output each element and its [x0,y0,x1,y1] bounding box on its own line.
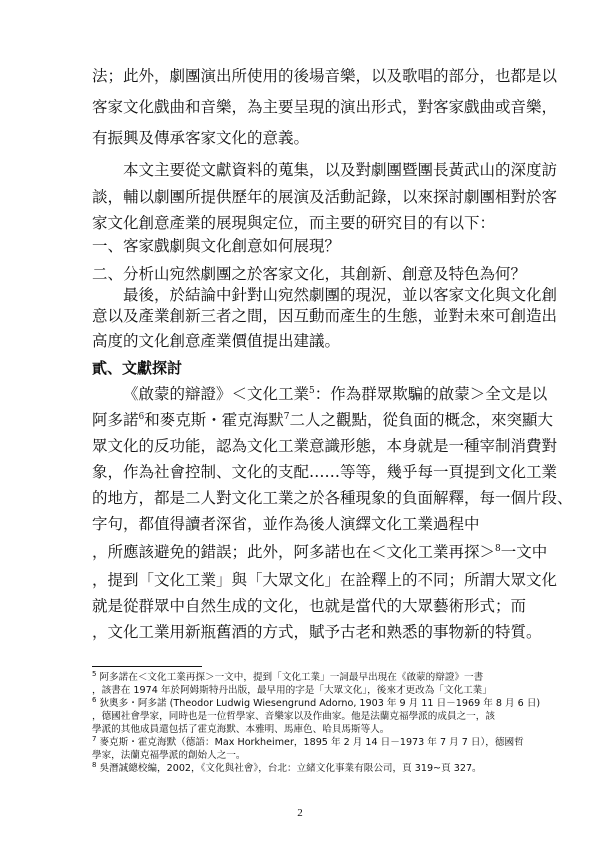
page-number: 2 [297,807,303,819]
body-line: ，文化工業用新瓶舊酒的方式，賦予古老和熟悉的事物新的特質。 [92,623,542,641]
footnote-ref[interactable]: 8 [495,543,501,554]
footnote-divider [92,666,202,667]
footnote-number: 5 [92,669,97,678]
body-line [92,410,553,430]
footnote-line [92,762,482,775]
footnote-line [92,671,483,684]
body-line: ，提到「文化工業」與「大眾文化」在詮釋上的不同；所謂大眾文化 [92,571,558,589]
body-line: 最後，於結論中針對山宛然劇團的現況，並以客家文化與文化創 [123,286,558,304]
list-item: 二、分析山宛然劇團之於客家文化，其創新、創意及特色為何？ [92,265,527,283]
text-span: ：作為群眾欺騙的啟蒙＞全文是以 [314,385,548,403]
footnote-line [92,684,492,697]
body-line: 客家文化戲曲和音樂，為主要呈現的演出形式，對客家戲曲或音樂， [92,98,558,116]
body-line [123,384,547,404]
footnote-text: 狄奧多・阿多諾 (Theodor Ludwig Wiesengrund Adorno, 1903 年 9 月 11 日－1969 年 8 月 6 日) [99,698,541,709]
footnote-text: 學派的其他成員還包括了霍克海默、本雅明、馬庫色、哈貝馬斯等人。 [92,724,390,735]
text-span: 和麥克斯・霍克海默 [144,411,284,429]
footnote-text: ，德國社會學家，同時也是一位哲學家、音樂家以及作曲家。他是法蘭克福學派的成員之一，該 [92,711,495,722]
footnote-ref[interactable]: 7 [283,411,290,422]
section-heading: 貳、文獻探討 [92,359,183,377]
footnote-line [92,710,495,723]
body-line: 談，輔以劇團所提供歷年的展演及活動記錄，以來探討劇團相對於客 [92,188,558,206]
text-span: 《啟蒙的辯證》＜文化工業 [123,385,310,403]
footnote-number: 6 [92,695,97,704]
footnote-line [92,736,524,749]
footnote-ref[interactable]: 5 [309,385,315,396]
body-line: 字句，都值得讀者深省，並作為後人演繹文化工業過程中 [92,515,480,533]
text-span: 二人之觀點，從負面的概念，來突顯大 [289,411,554,429]
body-line: 家文化創意產業的展現與定位，而主要的研究目的有以下： [92,214,496,232]
body-line: 本文主要從文獻資料的蒐集，以及對劇團暨團長黃武山的深度訪 [123,161,558,179]
footnote-ref[interactable]: 6 [138,411,145,422]
footnote-text: 麥克斯・霍克海默（德語：Max Horkheimer，1895 年 2 月 14 日－1973 年 7 月 7 日），德國哲 [99,737,524,748]
text-span: 一文中 [500,543,548,561]
footnote-text: ，該書在 1974 年於阿姆斯特丹出版，最早用的字是「大眾文化」，後來才更改為「文化工業」 [92,685,492,696]
body-line: 眾文化的反功能，認為文化工業意識形態，本身就是一種宰制消費對 [92,437,558,455]
footnote-text: 學家，法蘭克福學派的創始人之一。 [92,750,246,761]
footnote-text: 吳潛誠總校編，2002，《文化與社會》，台北：立緒文化事業有限公司，頁 319~頁 327。 [99,763,482,774]
body-line: 有振興及傳承客家文化的意義。 [92,129,310,147]
footnote-number: 8 [92,760,97,769]
body-line: 高度的文化創意產業價值提出建議。 [92,332,341,350]
body-line: 意以及產業創新三者之間，因互動而產生的生態，並對未來可創造出 [92,307,558,325]
body-line: 的地方，都是二人對文化工業之於各種現象的負面解釋，每一個片段、 [92,489,573,507]
body-line [92,542,547,562]
body-line: 象，作為社會控制、文化的支配……等等，幾乎每一頁提到文化工業 [92,463,558,481]
body-line: 法；此外，劇團演出所使用的後場音樂，以及歌唱的部分，也都是以 [92,67,558,85]
footnote-number: 7 [92,734,97,743]
footnote-line [92,749,246,762]
footnote-line [92,723,389,736]
body-line: 就是從群眾中自然生成的文化，也就是當代的大眾藝術形式；而 [92,597,527,615]
footnote-line [92,697,540,710]
text-span: ，所應該避免的錯誤；此外，阿多諾也在＜文化工業再探＞ [92,543,496,561]
footnote-text: 阿多諾在＜文化工業再探＞一文中，提到「文化工業」一詞最早出現在《啟蒙的辯證》一書 [99,672,484,683]
text-span: 阿多諾 [92,411,139,429]
list-item: 一、客家戲劇與文化創意如何展現？ [92,237,341,255]
